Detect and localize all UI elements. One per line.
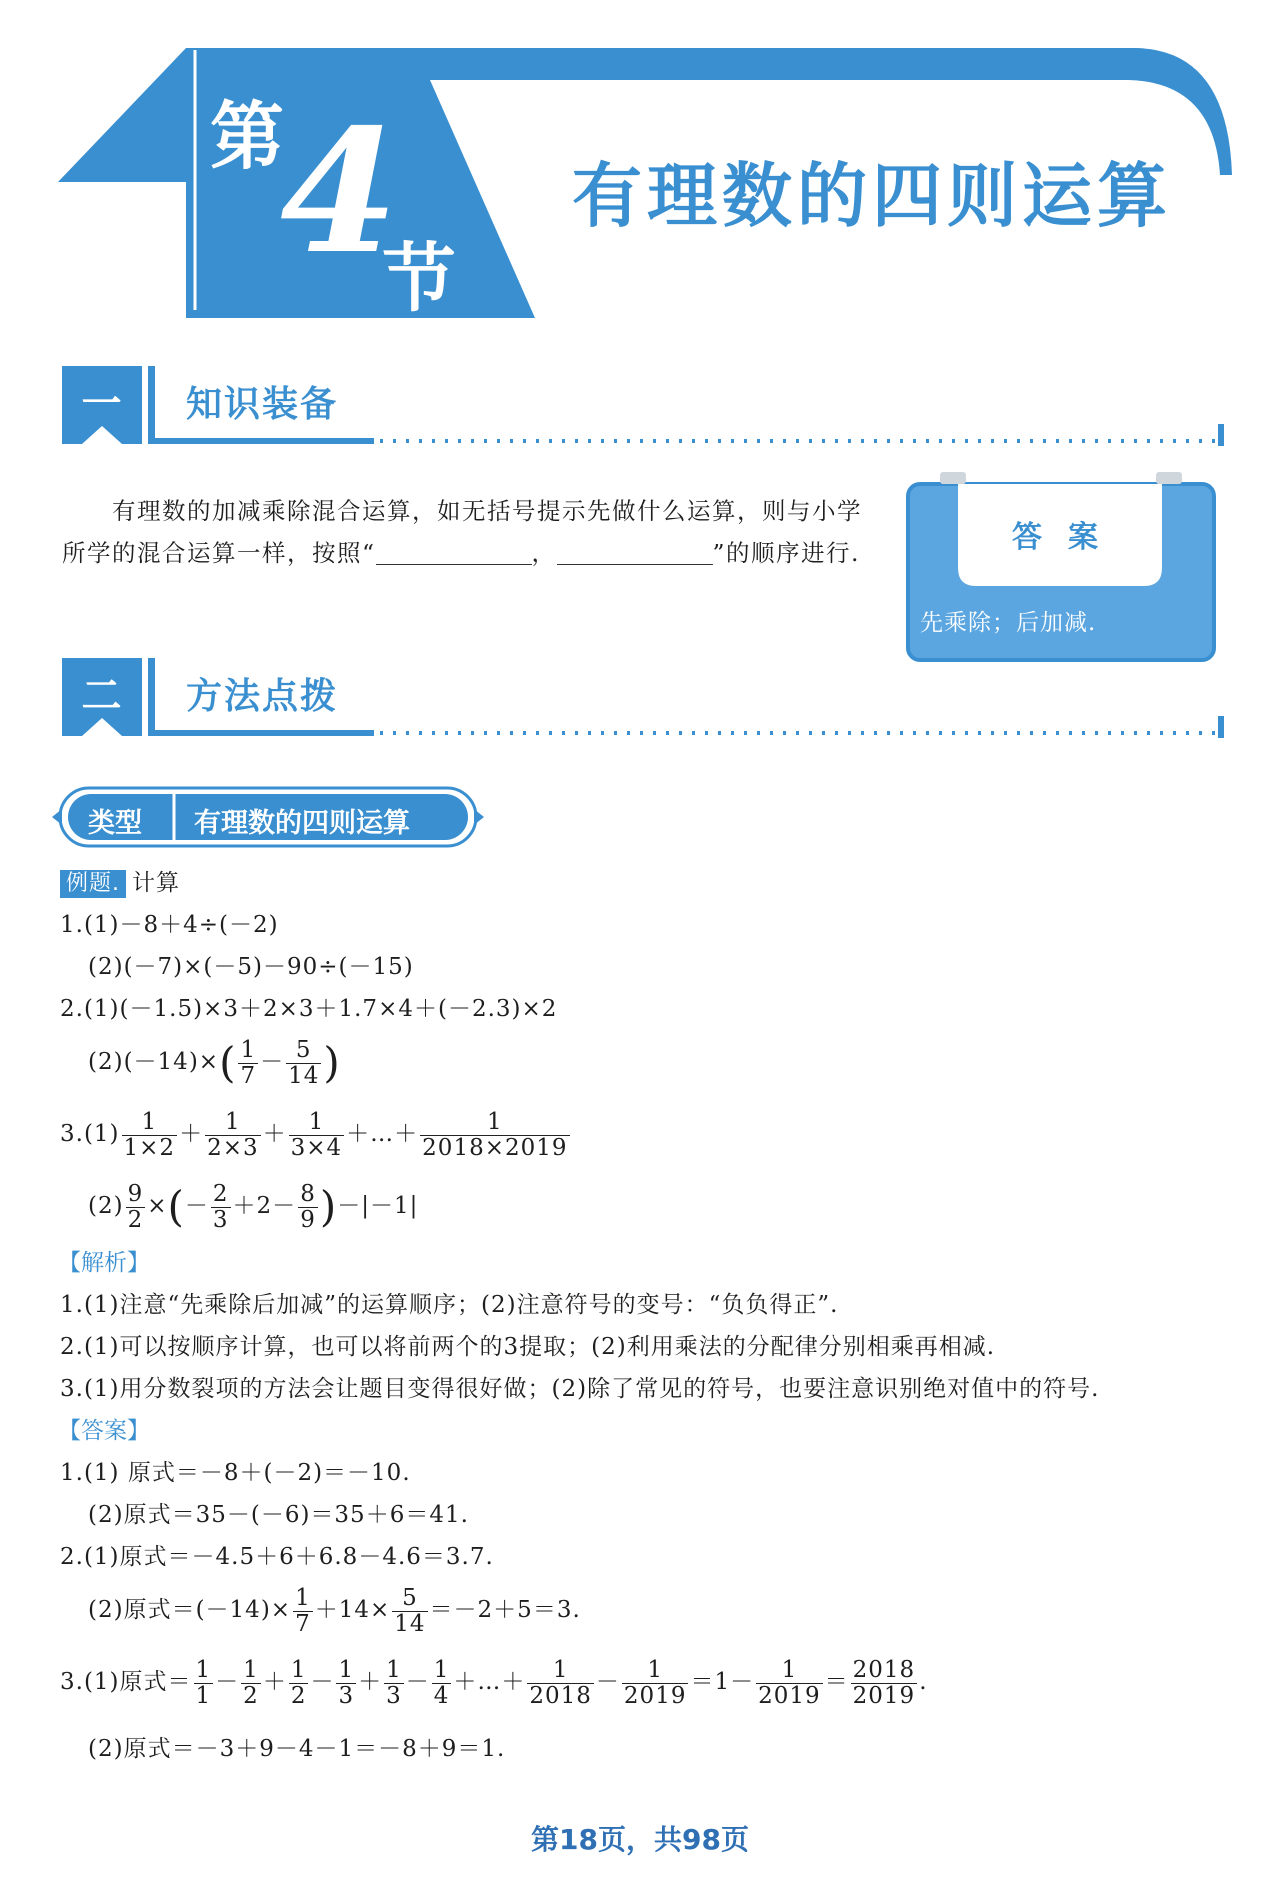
q2-2-prefix: (2)(－14)×	[88, 1049, 220, 1075]
a2-2-prefix: (2)原式＝(－14)×	[88, 1597, 292, 1623]
a3-1-prefix: 3.(1)原式＝	[60, 1669, 192, 1695]
answer-2-2: (2)原式＝(－14)× $\frac{1}{7}$ ＋14× $\frac{5}{14}$ ＝－2＋5＝3.	[88, 1585, 581, 1637]
q3-1-prefix: 3.(1)	[60, 1121, 120, 1147]
knowledge-text-line1: 有理数的加减乘除混合运算，如无括号提示先做什么运算，则与小学	[112, 497, 862, 525]
q3-2-prefix: (2)	[88, 1193, 124, 1219]
fraction: $\frac{1}{2019}$	[758, 1657, 821, 1709]
answer-1-2: (2)原式＝35－(－6)＝35＋6＝41.	[88, 1502, 469, 1528]
fraction: $\frac{2018}{2019}$	[852, 1657, 916, 1709]
page-indicator: 第18页，共98页	[531, 1823, 749, 1856]
example-title: 计算	[132, 870, 180, 896]
fraction: $\frac{1}{2}$	[243, 1657, 259, 1709]
example-q2-1: 2.(1)(－1.5)×3＋2×3＋1.7×4＋(－2.3)×2	[60, 996, 558, 1022]
fraction: $\frac{1}{2019}$	[623, 1657, 687, 1709]
section2-title: 方法点拨	[186, 676, 339, 717]
section1-title: 知识装备	[186, 384, 339, 425]
answer-2-1: 2.(1)原式＝－4.5＋6＋6.8－4.6＝3.7.	[60, 1544, 494, 1570]
type-label: 类型	[88, 808, 142, 839]
knowledge-text-part-b: ”的顺序进行.	[712, 539, 860, 567]
fraction: $\frac{1}{1}$	[195, 1657, 212, 1709]
section2-number: 二	[81, 673, 122, 719]
answer-3-1: 3.(1)原式＝ $\frac{1}{1}$ － $\frac{1}{2}$ ＋ $\frac{1}{2}$ － $\frac{1}{3}$ ＋ $\frac{1}{3}$ － $\frac{1}{4}$ ＋…＋ $\frac{1}{2018}$ － $\frac{1}{2019}$ ＝1－ $\frac{1}{2019}$ ＝ $\frac{2018}{2019}$ .	[60, 1657, 928, 1709]
knowledge-text-sep: ，	[531, 539, 557, 567]
answer-label: 【答案】	[58, 1418, 150, 1444]
fraction: $\frac{1}{2\times 3}$	[207, 1109, 259, 1161]
answer-box-text: 先乘除；后加减.	[920, 610, 1097, 636]
example-tag: 例题.	[60, 870, 126, 898]
example-q3-2: (2) $\frac{9}{2}$ ×(－ $\frac{2}{3}$ ＋2－ $\frac{8}{9}$ )－|－1|	[88, 1181, 419, 1233]
type-topic: 有理数的四则运算	[194, 808, 410, 839]
fraction: $\frac{1}{4}$	[433, 1657, 450, 1709]
fraction: $\frac{1}{2}$	[290, 1657, 307, 1709]
fraction: $\frac{1}{7}$	[240, 1037, 257, 1089]
analysis-line2: 2.(1)可以按顺序计算，也可以将前两个的3提取；(2)利用乘法的分配律分别相乘再相减.	[60, 1334, 996, 1360]
knowledge-text-part-a: 所学的混合运算一样，按照“	[62, 539, 376, 567]
example-q2-2: (2)(－14)×( $\frac{1}{7}$ － $\frac{5}{14}$ )	[88, 1037, 341, 1089]
example-q1-1: 1.(1)－8＋4÷(－2)	[60, 912, 279, 938]
answer-1-1: 1.(1) 原式＝－8＋(－2)＝－10.	[60, 1460, 411, 1486]
page-title: 有理数的四则运算	[572, 155, 1172, 237]
fill-blank-2	[557, 540, 713, 565]
answer-box-graphic	[900, 468, 1230, 668]
fraction: $\frac{1}{3}$	[338, 1657, 355, 1709]
analysis-line1: 1.(1)注意“先乘除后加减”的运算顺序；(2)注意符号的变号：“负负得正”.	[60, 1292, 839, 1318]
fraction: $\frac{1}{2018}$	[529, 1657, 592, 1709]
fraction: $\frac{5}{14}$	[288, 1037, 320, 1089]
knowledge-text-line2	[62, 532, 860, 575]
answer-box-title: 答案	[1012, 520, 1124, 555]
fraction: $\frac{1}{3\times 4}$	[290, 1109, 343, 1161]
fill-blank-1	[376, 540, 532, 565]
section1-number: 一	[81, 381, 122, 427]
analysis-line3: 3.(1)用分数裂项的方法会让题目变得很好做；(2)除了常见的符号，也要注意识别绝对值中的符号.	[60, 1376, 1100, 1402]
example-q1-2: (2)(－7)×(－5)－90÷(－15)	[88, 954, 414, 980]
fraction: $\frac{9}{2}$	[127, 1181, 144, 1233]
fraction: $\frac{8}{9}$	[300, 1181, 316, 1233]
fraction: $\frac{1}{1\times 2}$	[123, 1109, 176, 1161]
example-heading	[60, 862, 180, 904]
section-badge-di: 第	[210, 94, 284, 180]
fraction: $\frac{1}{3}$	[386, 1657, 402, 1709]
section-badge-number: 4	[280, 92, 399, 292]
fraction: $\frac{2}{3}$	[212, 1181, 229, 1233]
analysis-label: 【解析】	[58, 1250, 150, 1276]
fraction: $\frac{1}{7}$	[295, 1585, 311, 1637]
fraction: $\frac{1}{2018\times 2019}$	[422, 1109, 568, 1161]
example-q3-1: 3.(1) $\frac{1}{1\times 2}$ ＋ $\frac{1}{2\times 3}$ ＋ $\frac{1}{3\times 4}$ ＋…＋ $\frac{1}{2018\times 2019}$	[60, 1109, 568, 1161]
section-badge-jie: 节	[382, 236, 456, 322]
answer-3-2: (2)原式＝－3＋9－4－1＝－8＋9＝1.	[88, 1736, 506, 1762]
fraction: $\frac{5}{14}$	[394, 1585, 426, 1637]
